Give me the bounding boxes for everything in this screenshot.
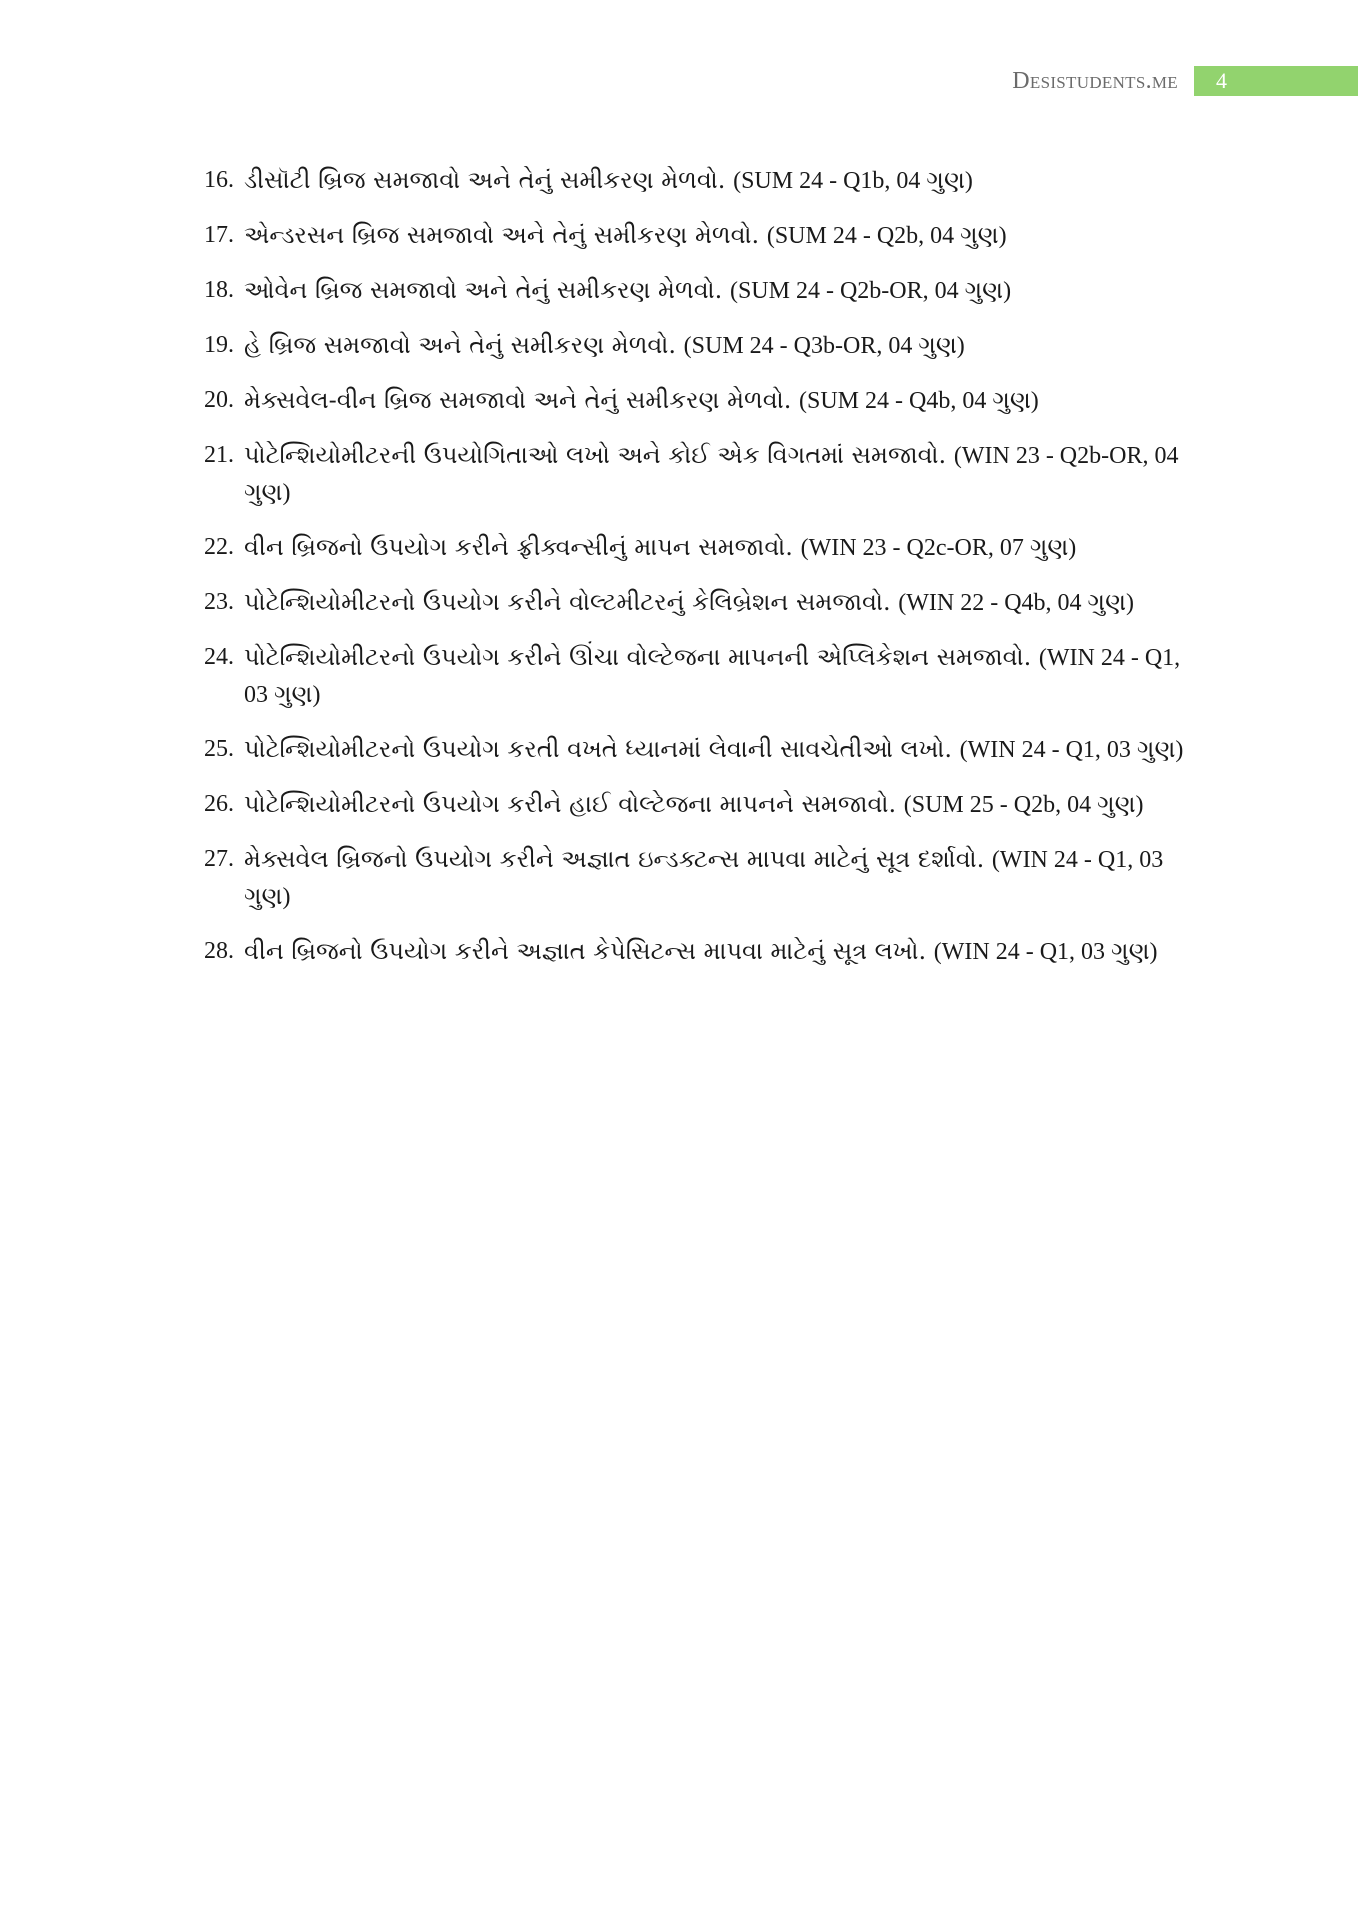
question-number: 25. [204,736,234,762]
question-text [244,639,1184,713]
question-item [204,162,1184,199]
question-body: વીન બ્રિજનો ઉપયોગ કરીને ફ્રીક્વન્સીનું માપન સમજાવો. [244,533,793,561]
question-item [204,327,1184,364]
question-number: 20. [204,387,234,413]
question-number: 16. [204,167,234,193]
question-text [244,731,1184,768]
question-reference: (SUM 25 - Q2b, 04 ગુણ) [903,792,1144,818]
question-text [244,327,1184,364]
question-text [244,272,1184,309]
question-text [244,841,1184,915]
question-reference: (WIN 24 - Q1, 03 ગુણ) [244,847,1164,910]
question-text [244,786,1184,823]
question-number: 24. [204,644,234,670]
question-body: પોટેન્શિયોમીટરનો ઉપયોગ કરીને ઊંચા વોલ્ટેજના માપનની એપ્લિકેશન સમજાવો. [244,643,1032,671]
question-item [204,639,1184,713]
question-body: વીન બ્રિજનો ઉપયોગ કરીને અજ્ઞાત કેપેસિટન્સ માપવા માટેનું સૂત્ર લખો. [244,937,927,965]
page-number: 4 [1194,66,1358,96]
page-header [1012,66,1358,96]
question-reference: (WIN 23 - Q2b-OR, 04 ગુણ) [244,443,1179,506]
question-reference: (SUM 24 - Q1b, 04 ગુણ) [733,168,973,194]
question-number: 27. [204,846,234,872]
question-text [244,217,1184,254]
question-text [244,382,1184,419]
question-text [244,529,1184,566]
question-text [244,584,1184,621]
question-number: 21. [204,442,234,468]
question-number: 23. [204,589,234,615]
question-body: મેક્સવેલ બ્રિજનો ઉપયોગ કરીને અજ્ઞાત ઇન્ડક્ટન્સ માપવા માટેનું સૂત્ર દર્શાવો. [244,845,985,873]
question-item [204,933,1184,970]
question-text [244,162,1184,199]
question-list [204,162,1184,988]
site-name: Desistudents.me [1012,67,1178,94]
question-item [204,731,1184,768]
question-reference: (WIN 22 - Q4b, 04 ગુણ) [898,590,1134,616]
question-item [204,217,1184,254]
question-number: 17. [204,222,234,248]
question-item [204,584,1184,621]
question-reference: (SUM 24 - Q2b, 04 ગુણ) [766,223,1007,249]
question-body: પોટેન્શિયોમીટરનો ઉપયોગ કરીને વોલ્ટમીટરનું કેલિબ્રેશન સમજાવો. [244,588,891,616]
question-body: ડીસૉટી બ્રિજ સમજાવો અને તેનું સમીકરણ મેળવો. [244,166,726,194]
question-body: હે બ્રિજ સમજાવો અને તેનું સમીકરણ મેળવો. [244,331,677,359]
question-text [244,933,1184,970]
question-body: મેક્સવેલ-વીન બ્રિજ સમજાવો અને તેનું સમીકરણ મેળવો. [244,386,792,414]
question-body: ઓવેન બ્રિજ સમજાવો અને તેનું સમીકરણ મેળવો. [244,276,723,304]
question-reference: (WIN 24 - Q1, 03 ગુણ) [244,645,1181,708]
question-number: 19. [204,332,234,358]
question-reference: (WIN 24 - Q1, 03 ગુણ) [959,737,1184,763]
question-text [244,437,1184,511]
question-item [204,786,1184,823]
question-number: 18. [204,277,234,303]
question-body: પોટેન્શિયોમીટરનો ઉપયોગ કરીને હાઈ વોલ્ટેજના માપનને સમજાવો. [244,790,897,818]
question-item [204,382,1184,419]
question-item [204,841,1184,915]
question-body: એન્ડરસન બ્રિજ સમજાવો અને તેનું સમીકરણ મેળવો. [244,221,760,249]
question-reference: (WIN 23 - Q2c-OR, 07 ગુણ) [800,535,1077,561]
question-number: 26. [204,791,234,817]
question-body: પોટેન્શિયોમીટરની ઉપયોગિતાઓ લખો અને કોઈ એક વિગતમાં સમજાવો. [244,441,947,469]
question-reference: (SUM 24 - Q3b-OR, 04 ગુણ) [683,333,965,359]
question-item [204,272,1184,309]
question-reference: (SUM 24 - Q4b, 04 ગુણ) [798,388,1039,414]
question-item [204,529,1184,566]
question-reference: (WIN 24 - Q1, 03 ગુણ) [933,939,1158,965]
question-number: 22. [204,534,234,560]
question-number: 28. [204,938,234,964]
question-body: પોટેન્શિયોમીટરનો ઉપયોગ કરતી વખતે ધ્યાનમાં લેવાની સાવચેતીઓ લખો. [244,735,952,763]
question-item [204,437,1184,511]
question-reference: (SUM 24 - Q2b-OR, 04 ગુણ) [729,278,1012,304]
